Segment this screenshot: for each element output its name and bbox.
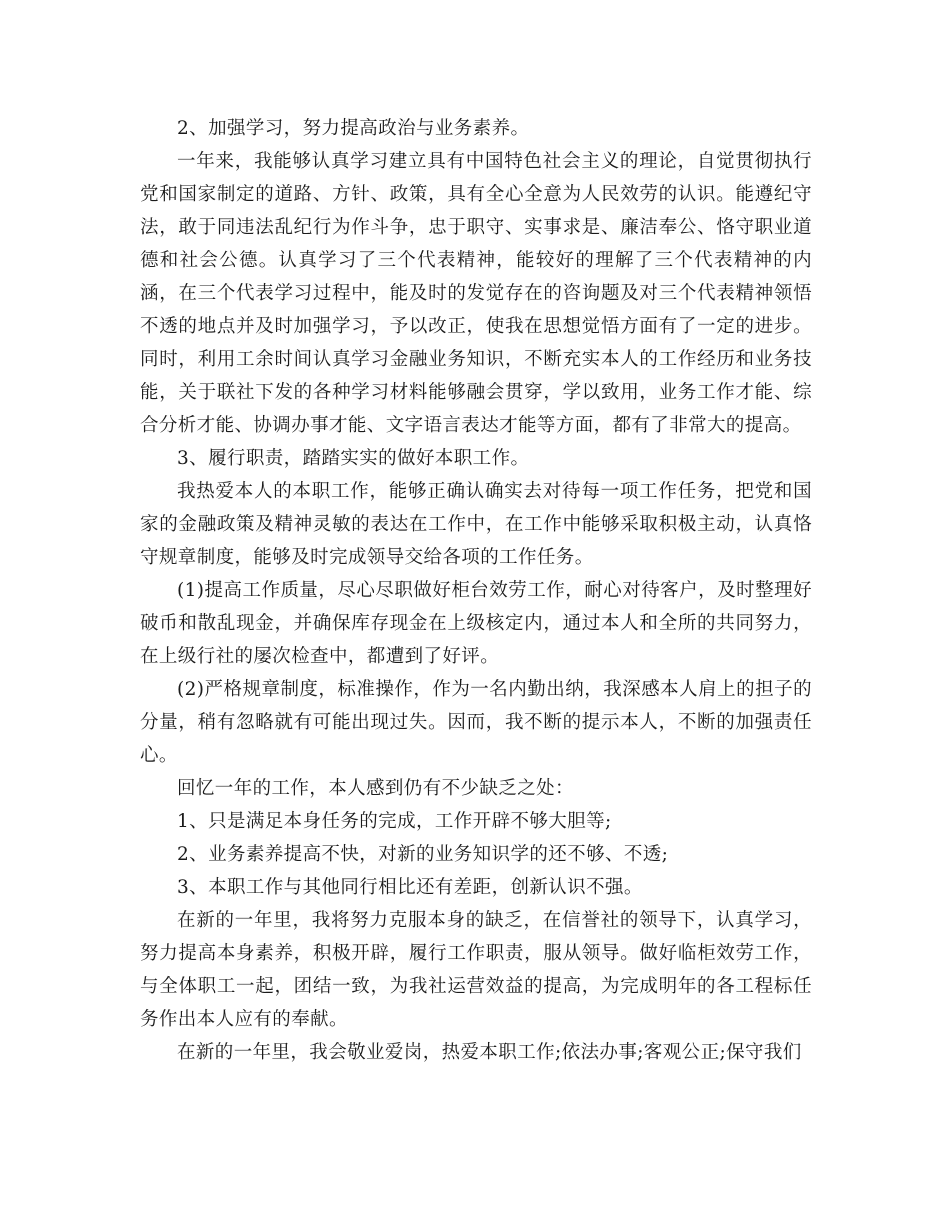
paragraph-review: 回忆一年的工作，本人感到仍有不少缺乏之处： — [177, 778, 574, 799]
document-body — [140, 112, 812, 1069]
paragraph-shortcoming-2: 2、业务素养提高不快，对新的业务知识学的还不够、不透; — [177, 844, 669, 865]
paragraph-item-1: (1)提高工作质量，尽心尽职做好柜台效劳工作，耐心对待客户，及时整理好破币和散乱现金，并确保库存现金在上级核定内，通过本人和全所的共同努力，在上级行社的屡次检查中，都遭到了好评。 — [140, 580, 812, 667]
paragraph-new-year-plan: 在新的一年里，我将努力克服本身的缺乏，在信誉社的领导下，认真学习，努力提高本身素养，积极开辟，履行工作职责，服从领导。做好临柜效劳工作，与全体职工一起，团结一致，为我社运营效益的提高，为完成明年的各工程标任务作出本人应有的奉献。 — [140, 910, 812, 1030]
paragraph-heading-2: 2、加强学习，努力提高政治与业务素养。 — [177, 118, 530, 139]
paragraph-study: 一年来，我能够认真学习建立具有中国特色社会主义的理论，自觉贯彻执行党和国家制定的道路、方针、政策，具有全心全意为人民效劳的认识。能遵纪守法，敢于同违法乱纪行为作斗争，忠于职守、实事求是、廉洁奉公、恪守职业道德和社会公德。认真学习了三个代表精神，能较好的理解了三个代表精神的内涵，在三个代表学习过程中，能及时的发觉存在的咨询题及对三个代表精神领悟不透的地点并及时加强学习，予以改正，使我在思想觉悟方面有了一定的进步。同时，利用工余时间认真学习金融业务知识，不断充实本人的工作经历和业务技能，关于联社下发的各种学习材料能够融会贯穿，学以致用，业务工作才能、综合分析才能、协调办事才能、文字语言表达才能等方面，都有了非常大的提高。 — [140, 151, 812, 436]
paragraph-new-year-commitment: 在新的一年里，我会敬业爱岗，热爱本职工作;依法办事;客观公正;保守我们 — [177, 1042, 802, 1063]
paragraph-item-2: (2)严格规章制度，标准操作，作为一名内勤出纳，我深感本人肩上的担子的分量，稍有忽略就有可能出现过失。因而，我不断的提示本人，不断的加强责任心。 — [140, 679, 812, 766]
paragraph-heading-3: 3、履行职责，踏踏实实的做好本职工作。 — [177, 448, 530, 469]
paragraph-duty: 我热爱本人的本职工作，能够正确认确实去对待每一项工作任务，把党和国家的金融政策及精神灵敏的表达在工作中，在工作中能够采取积极主动，认真恪守规章制度，能够及时完成领导交给各项的工作任务。 — [140, 481, 812, 568]
paragraph-shortcoming-1: 1、只是满足本身任务的完成，工作开辟不够大胆等; — [177, 811, 612, 832]
paragraph-shortcoming-3: 3、本职工作与其他同行相比还有差距，创新认识不强。 — [177, 877, 643, 898]
